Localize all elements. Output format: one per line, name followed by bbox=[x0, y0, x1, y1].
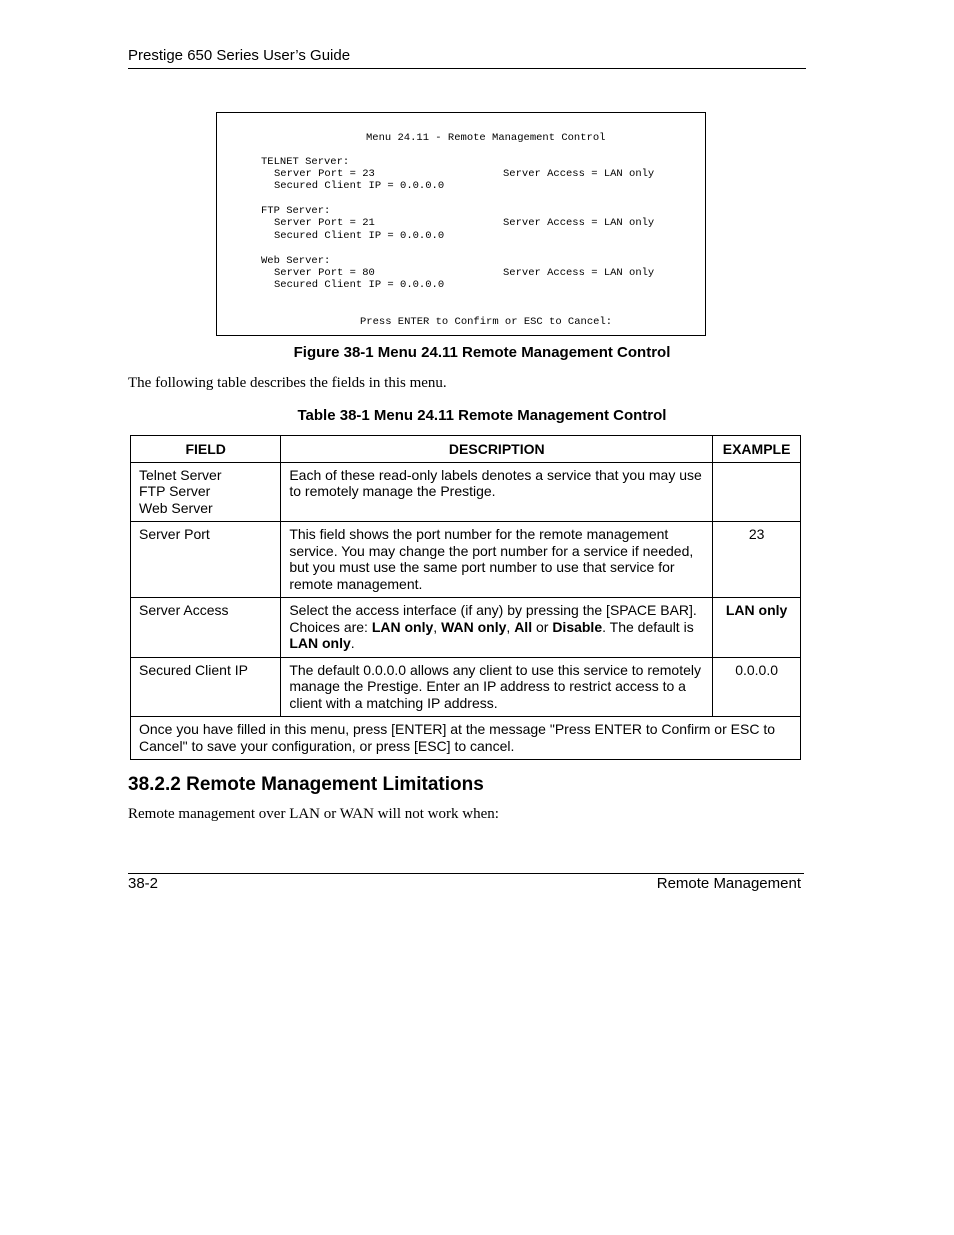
footer-divider bbox=[128, 873, 804, 874]
default-lan-only: LAN only bbox=[289, 635, 351, 651]
example-cell: LAN only bbox=[713, 598, 801, 658]
field-cell: Secured Client IP bbox=[131, 657, 281, 717]
terminal-prompt: Press ENTER to Confirm or ESC to Cancel: bbox=[360, 316, 613, 328]
field-name: Web Server bbox=[139, 499, 213, 516]
description-text: , bbox=[433, 618, 442, 635]
description-cell bbox=[281, 598, 713, 658]
telnet-server-label: TELNET Server: bbox=[261, 156, 350, 168]
intro-paragraph: The following table describes the fields in this menu. bbox=[128, 375, 447, 391]
chapter-name: Remote Management bbox=[656, 875, 801, 892]
table-footer-row bbox=[131, 717, 801, 760]
option-wan-only: WAN only bbox=[441, 618, 507, 635]
telnet-server-port: Server Port = 23 bbox=[274, 168, 375, 180]
section-heading: 38.2.2 Remote Management Limitations bbox=[128, 774, 484, 795]
table-row bbox=[131, 598, 801, 658]
table-row bbox=[131, 657, 801, 717]
page-header-title: Prestige 650 Series User’s Guide bbox=[128, 47, 351, 64]
web-server-label: Web Server: bbox=[261, 255, 331, 267]
field-name: FTP Server bbox=[139, 483, 211, 499]
field-cell: Server Access bbox=[131, 598, 281, 658]
field-cell bbox=[131, 462, 281, 522]
example-cell bbox=[713, 462, 801, 522]
terminal-screen bbox=[216, 112, 706, 336]
description-text: . The default is bbox=[602, 618, 694, 635]
table-row bbox=[131, 522, 801, 598]
description-cell: Each of these read-only labels denotes a service that you may use to remotely manage the Prestige. bbox=[281, 462, 713, 522]
table-header-row bbox=[131, 436, 801, 463]
header-description: DESCRIPTION bbox=[281, 436, 713, 463]
table-row bbox=[131, 462, 801, 522]
table-caption: Table 38-1 Menu 24.11 Remote Management Control bbox=[297, 407, 667, 424]
header-example: EXAMPLE bbox=[713, 436, 801, 463]
option-lan-only: LAN only bbox=[371, 618, 434, 635]
example-cell: 23 bbox=[713, 522, 801, 598]
description-text: , bbox=[506, 618, 515, 635]
field-name: Telnet Server bbox=[139, 466, 222, 483]
section-paragraph: Remote management over LAN or WAN will not work when: bbox=[128, 806, 499, 822]
description-text: Select the access interface (if any) by pressing the [SPACE BAR]. Choices are: bbox=[289, 602, 697, 635]
web-secured-ip: Secured Client IP = 0.0.0.0 bbox=[274, 279, 445, 291]
ftp-server-label: FTP Server: bbox=[261, 205, 331, 217]
example-cell: 0.0.0.0 bbox=[713, 657, 801, 717]
ftp-secured-ip: Secured Client IP = 0.0.0.0 bbox=[274, 230, 445, 242]
telnet-server-access: Server Access = LAN only bbox=[503, 168, 655, 180]
option-all: All bbox=[514, 618, 533, 635]
header-divider bbox=[128, 68, 806, 69]
terminal-title: Menu 24.11 - Remote Management Control bbox=[366, 132, 606, 144]
page-number: 38-2 bbox=[128, 875, 159, 892]
web-server-access: Server Access = LAN only bbox=[503, 267, 655, 279]
telnet-secured-ip: Secured Client IP = 0.0.0.0 bbox=[274, 180, 445, 192]
table-footer-note: Once you have filled in this menu, press [ENTER] at the message "Press ENTER to Confirm or ESC to Cancel" to save your configuration, or press [ESC] to cancel. bbox=[131, 717, 801, 760]
fields-table bbox=[130, 435, 801, 760]
ftp-server-access: Server Access = LAN only bbox=[503, 217, 655, 229]
description-cell: The default 0.0.0.0 allows any client to use this service to remotely manage the Prestige. Enter an IP address to restrict access to a client with a matching IP address. bbox=[281, 657, 713, 717]
option-disable: Disable bbox=[552, 618, 603, 635]
description-text: . bbox=[350, 635, 355, 651]
figure-caption: Figure 38-1 Menu 24.11 Remote Management Control bbox=[293, 344, 671, 361]
ftp-server-port: Server Port = 21 bbox=[274, 217, 375, 229]
field-cell: Server Port bbox=[131, 522, 281, 598]
description-cell: This field shows the port number for the remote management service. You may change the port number for a service if needed, but you must use the same port number to use that service for remote management. bbox=[281, 522, 713, 598]
web-server-port: Server Port = 80 bbox=[274, 267, 375, 279]
description-text: or bbox=[532, 618, 553, 635]
header-field: FIELD bbox=[131, 436, 281, 463]
